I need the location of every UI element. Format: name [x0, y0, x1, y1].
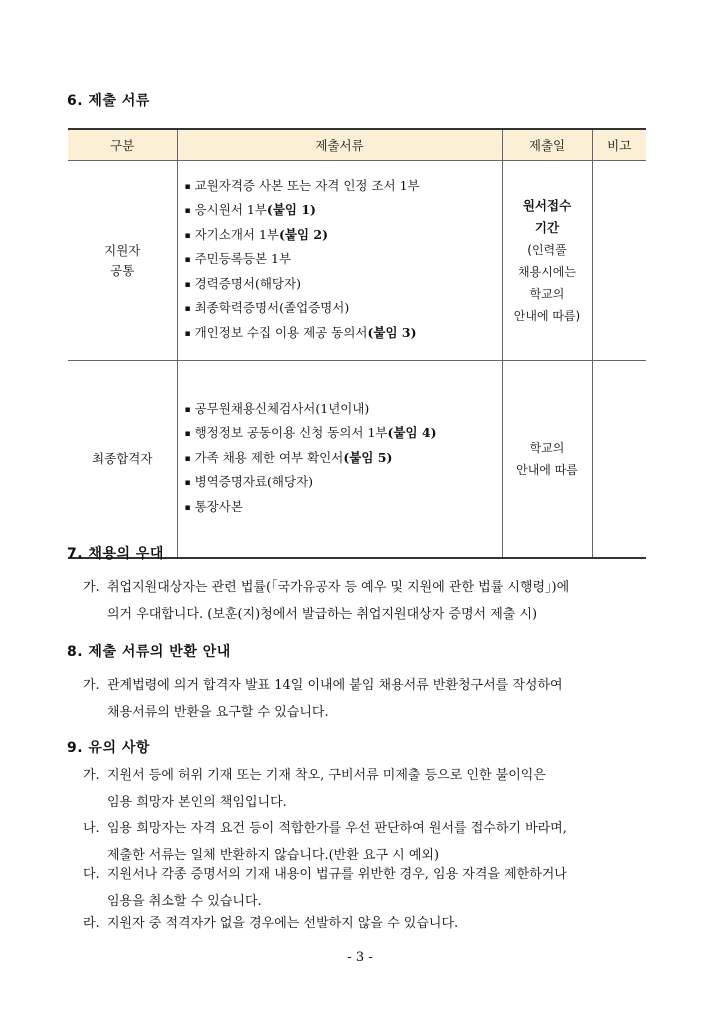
item-line: 임용 희망자는 자격 요건 등이 적합한가를 우선 판단하여 원서를 접수하기 바라며, — [107, 821, 567, 836]
table-row — [68, 161, 646, 361]
header-submit-date: 제출일 — [502, 129, 592, 161]
item-marker: 다. — [83, 867, 100, 882]
header-documents: 제출서류 — [177, 129, 502, 161]
document-item: ▪ 최종학력증명서(졸업증명서) — [185, 297, 501, 322]
document-item: ▪ 응시원서 1부(붙임 1) — [185, 199, 501, 224]
document-item: ▪ 교원자격증 사본 또는 자격 인정 조서 1부 — [185, 175, 501, 200]
section-8-title: 8. 제출 서류의 반환 안내 — [67, 644, 231, 660]
item-line: 제출한 서류는 일체 반환하지 않습니다.(반환 요구 시 예외) — [107, 848, 440, 863]
date-line: 안내에 따름) — [513, 308, 581, 323]
category-line: 최종합격자 — [92, 451, 153, 466]
item-line: 지원자 중 적격자가 없을 경우에는 선발하지 않을 수 있습니다. — [107, 916, 459, 931]
list-item — [83, 762, 663, 816]
item-marker: 가. — [83, 768, 100, 783]
date-line: 채용시에는 — [518, 264, 576, 279]
document-item: ▪ 자기소개서 1부(붙임 2) — [185, 224, 501, 249]
item-line: 임용 희망자 본인의 책임입니다. — [107, 795, 287, 810]
item-marker: 가. — [83, 580, 100, 595]
header-category: 구분 — [68, 129, 177, 161]
list-item — [83, 910, 663, 937]
item-marker: 가. — [83, 678, 100, 693]
document-item: ▪ 개인정보 수집 이용 제공 동의서(붙임 3) — [185, 322, 501, 347]
table-header-row — [68, 129, 646, 161]
section-9-title: 9. 유의 사항 — [67, 740, 150, 756]
documents-cell — [177, 161, 502, 361]
item-line: 지원서나 각종 증명서의 기재 내용이 법규를 위반한 경우, 임용 자격을 제한하거나 — [107, 867, 567, 882]
item-line: 의거 우대합니다. (보훈(지)청에서 발급하는 취업지원대상자 증명서 제출 시) — [107, 607, 538, 622]
document-item: ▪ 통장사본 — [185, 496, 501, 521]
item-line: 임용을 취소할 수 있습니다. — [107, 894, 262, 909]
date-strong-line: 기간 — [534, 219, 560, 235]
document-item: ▪ 가족 채용 제한 여부 확인서(붙임 5) — [185, 447, 501, 472]
document-item: ▪ 행정정보 공동이용 신청 동의서 1부(붙임 4) — [185, 422, 501, 447]
page-number: - 3 - — [347, 950, 373, 965]
item-marker: 라. — [83, 916, 100, 931]
document-item: ▪ 공무원채용신체검사서(1년이내) — [185, 398, 501, 423]
date-line: 안내에 따름 — [516, 463, 578, 477]
item-line: 지원서 등에 허위 기재 또는 기재 착오, 구비서류 미제출 등으로 인한 불이익은 — [107, 768, 546, 783]
document-item: ▪ 주민등록등본 1부 — [185, 248, 501, 273]
document-item: ▪ 병역증명자료(해당자) — [185, 471, 501, 496]
list-item — [83, 672, 663, 726]
category-line: 공통 — [110, 262, 135, 278]
submit-date-cell — [502, 161, 592, 361]
item-marker: 나. — [83, 821, 100, 836]
table-row — [68, 361, 646, 559]
date-strong-line: 원서접수 — [522, 197, 572, 213]
document-item: ▪ 경력증명서(해당자) — [185, 273, 501, 298]
category-line: 지원자 — [104, 242, 141, 258]
date-line: 학교의 — [529, 286, 565, 301]
documents-table — [68, 128, 646, 559]
header-remarks: 비고 — [592, 129, 646, 161]
date-line: 학교의 — [529, 441, 565, 455]
list-item — [83, 574, 663, 628]
category-cell — [68, 161, 177, 361]
remarks-cell — [592, 161, 646, 361]
section-6-title: 6. 제출 서류 — [67, 93, 150, 109]
remarks-cell — [592, 361, 646, 559]
list-item — [83, 861, 663, 915]
item-line: 관계법령에 의거 합격자 발표 14일 이내에 붙임 채용서류 반환청구서를 작성하여 — [107, 678, 563, 693]
documents-cell — [177, 361, 502, 559]
submit-date-cell — [502, 361, 592, 559]
item-line: 채용서류의 반환을 요구할 수 있습니다. — [107, 705, 329, 720]
category-cell — [68, 361, 177, 559]
section-7-title: 7. 채용의 우대 — [67, 546, 164, 562]
item-line: 취업지원대상자는 관련 법률(「국가유공자 등 예우 및 지원에 관한 법률 시행령」)에 — [107, 580, 570, 595]
date-line: (인력풀 — [527, 242, 567, 257]
